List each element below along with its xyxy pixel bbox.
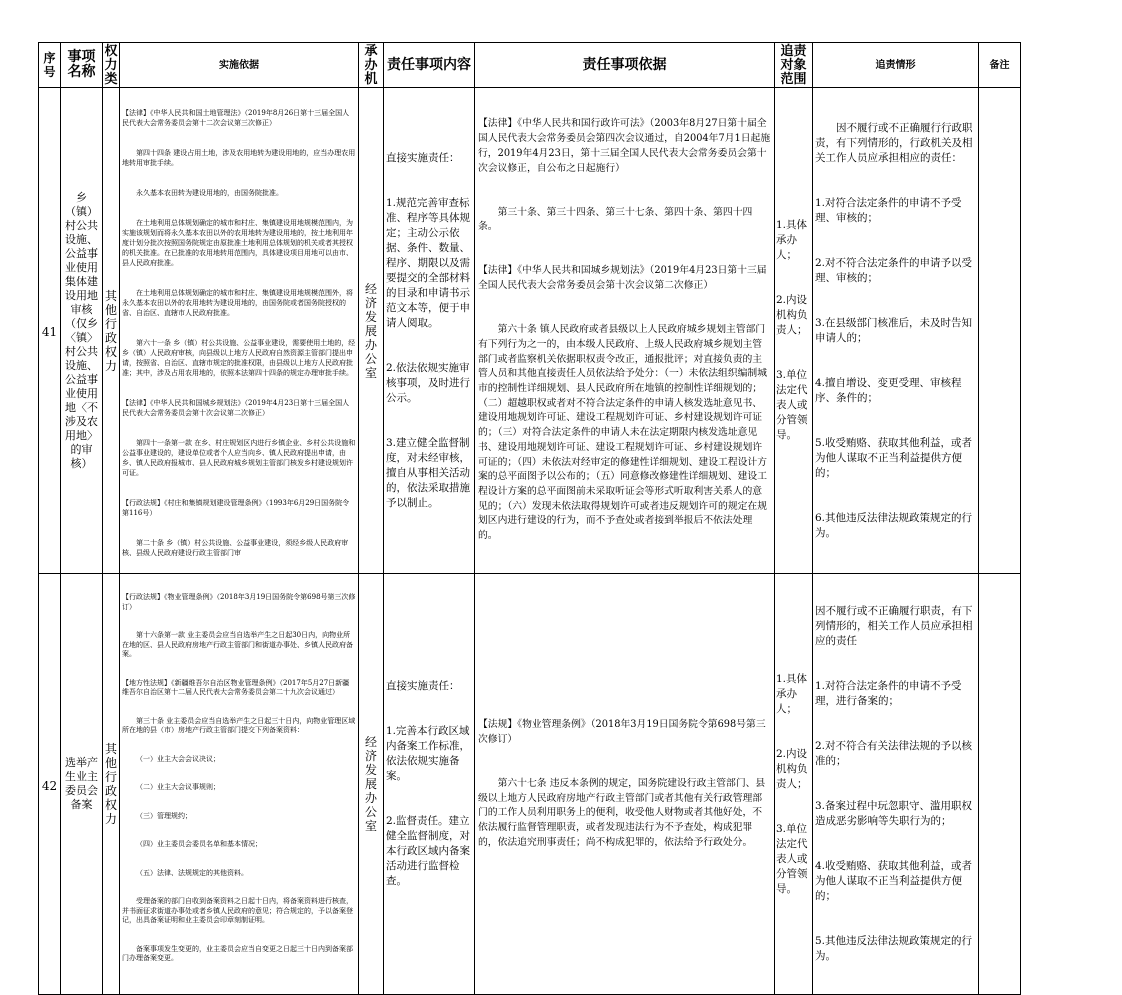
circumstance-line: 5.收受贿赂、获取其他利益，或者为他人谋取不正当利益提供方便的； xyxy=(815,436,973,479)
basis-paragraph: 第三十条 业主委员会应当自选举产生之日起三十日内，向物业管理区域所在地的县（市）房地产行政主管部门提交下列备案资料： xyxy=(122,716,356,735)
row-resp-basis xyxy=(475,574,775,995)
resp-content-line: 直接实施责任： xyxy=(386,680,460,693)
basis-paragraph: （一）业主大会会议决议； xyxy=(136,754,220,763)
basis-paragraph: 第四十一条第一款 在乡、村庄规划区内进行乡镇企业、乡村公共设施和公益事业建设的，建设单位或者个人应当向乡、镇人民政府提出申请，由乡、镇人民政府报城市、县人民政府城乡规划主管部门核发乡村建设规划许可证。 xyxy=(122,439,356,477)
row-circumstances xyxy=(813,88,979,574)
accountable-line: 2.内设机构负责人； xyxy=(776,294,808,337)
resp-content-line: 1.完善本行政区域内备案工作标准，依法依规实施备案。 xyxy=(386,725,470,783)
header-accountable: 追责对象范围 xyxy=(775,43,813,88)
row-accountable xyxy=(775,88,813,574)
circumstance-line: 4.擅自增设、变更受理、审核程序、条件的； xyxy=(815,376,962,404)
basis-paragraph: 【行政法规】《物业管理条例》（2018年3月19日国务院令第698号第三次修订） xyxy=(122,593,356,611)
table-row xyxy=(39,574,1021,995)
row-item-name: 选举产生业主委员会备案 xyxy=(61,574,103,995)
header-item-name: 事项名称 xyxy=(61,43,103,88)
circumstance-line: 2.对不符合法定条件的申请予以受理、审核的； xyxy=(815,256,973,284)
resp-content-line: 1.规范完善审查标准、程序等具体规定；主动公示依据、条件、数量、程序、期限以及需要提交的全部材料的目录和申请书示范文本等，便于申请人阅取。 xyxy=(386,196,470,329)
header-row xyxy=(39,43,1021,88)
resp-content-line: 2.依法依规实施审核事项，及时进行公示。 xyxy=(386,361,470,404)
basis-paragraph: 【行政法规】《村庄和集镇规划建设管理条例》（1993年6月29日国务院令第116号） xyxy=(122,499,350,517)
row-accountable xyxy=(775,574,813,995)
accountable-line: 3.单位法定代表人或分管领导。 xyxy=(776,822,808,895)
header-resp-basis: 责任事项依据 xyxy=(475,43,775,88)
row-power-type: 其他行政权力 xyxy=(103,88,120,574)
row-resp-content xyxy=(384,88,475,574)
basis-paragraph: 第六十一条 乡（镇）村公共设施、公益事业建设，需要使用土地的，经乡（镇）人民政府审核，向县级以上地方人民政府自然资源主管部门提出申请，按照省、自治区、直辖市规定的批准权限，由县级以上地方人民政府批准；其中，涉及占用农用地的，依照本法第四十四条的规定办理审批手续。 xyxy=(122,339,356,377)
basis-paragraph: 第十六条第一款 业主委员会应当自选举产生之日起30日内，向物业所在地的区、县人民政府房地产行政主管部门和街道办事处、乡镇人民政府备案。 xyxy=(122,631,353,659)
circumstance-line: 6.其他违反法律法规政策规定的行为。 xyxy=(815,511,973,539)
basis-paragraph: 【法律】《中华人民共和国土地管理法》（2019年8月26日第十三届全国人民代表大会常务委员会第十二次会议第三次修正） xyxy=(122,109,350,127)
basis-paragraph: 备案事项发生变更的，业主委员会应当自变更之日起三十日内到备案部门办理备案变更。 xyxy=(122,944,353,963)
header-power-type: 权力类 xyxy=(104,44,118,87)
resp-basis-paragraph: 第三十条、第三十四条、第三十七条、第四十条、第四十四条。 xyxy=(478,206,753,233)
circumstance-line: 5.其他违反法律法规政策规定的行为。 xyxy=(815,935,973,963)
row-power-type: 其他行政权力 xyxy=(103,574,120,995)
basis-paragraph: 在土地利用总体规划确定的城市和村庄、集镇建设用地规模范围外，将永久基本农田以外的农用地转为建设用地的，由国务院或者国务院授权的省、自治区、直辖市人民政府批准。 xyxy=(122,289,353,317)
basis-paragraph: 第四十四条 建设占用土地，涉及农用地转为建设用地的，应当办理农用地转用审批手续。 xyxy=(122,149,356,167)
circumstance-line: 4.收受贿赂、获取其他利益，或者为他人谋取不正当利益提供方便的； xyxy=(815,860,973,903)
accountable-line: 3.单位法定代表人或分管领导。 xyxy=(776,369,808,442)
circumstance-line: 2.对不符合有关法律法规的予以核准的； xyxy=(815,740,973,768)
circumstance-line: 1.对符合法定条件的申请不予受理、审核的； xyxy=(815,196,962,224)
resp-content-line: 3.建立健全监督制度，对未经审核，擅自从事相关活动的，依法采取措施予以制止。 xyxy=(386,436,470,509)
row-seq: 41 xyxy=(39,88,61,574)
header-seq: 序号 xyxy=(39,43,61,88)
basis-paragraph: 第二十条 乡（镇）村公共设施、公益事业建设，须经乡级人民政府审核、县级人民政府建设行政主管部门审 xyxy=(122,539,349,557)
header-remarks: 备注 xyxy=(979,43,1021,88)
circumstance-line: 3.在县级部门核准后，未及时告知申请人的； xyxy=(815,316,973,344)
row-basis xyxy=(120,88,359,574)
accountable-line: 1.具体承办人； xyxy=(776,672,808,715)
basis-paragraph: 受理备案的部门自收到备案资料之日起十日内，将备案资料进行核查，并书面征求街道办事处或者乡镇人民政府的意见；符合规定的，予以备案登记，出具备案证明和业主委员会印章刻制证明。 xyxy=(122,897,353,925)
basis-paragraph: （二）业主大会议事规则； xyxy=(136,783,220,792)
accountable-line: 1.具体承办人； xyxy=(776,219,808,262)
basis-paragraph: 在土地利用总体规划确定的城市和村庄、集镇建设用地规模范围内，为实施该规划而将永久基本农田以外的农用地转为建设用地的，按土地利用年度计划分批次按照国务院规定由原批准土地利用总体规划的机关或者其授权的机关批准。在已批准的农用地转用范围内，具体建设项目用地可以由市、县人民政府批准。 xyxy=(122,219,353,267)
circumstance-line: 因不履行或不正确履行职责，有下列情形的，相关工作人员应承担相应的责任 xyxy=(815,605,973,648)
responsibility-table xyxy=(38,42,1021,995)
basis-paragraph: （三）管理规约； xyxy=(136,811,192,820)
row-dept: 经济发展办公室 xyxy=(359,574,384,995)
row-item-name: 乡（镇）村公共设施、公益事业使用集体建设用地审核（仅乡〈镇〉村公共设施、公益事业使用地〈不涉及农用地〉的审核） xyxy=(61,88,103,574)
circumstance-line: 因不履行或不正确履行行政职责，有下列情形的，行政机关及相关工作人员应承担相应的责任： xyxy=(815,121,973,164)
row-dept: 经济发展办公室 xyxy=(359,88,384,574)
header-basis: 实施依据 xyxy=(120,43,359,88)
row-circumstances xyxy=(813,574,979,995)
basis-paragraph: （五）法律、法规规定的其他资料。 xyxy=(136,868,248,877)
row-remarks xyxy=(979,88,1021,574)
circumstance-line: 3.备案过程中玩忽职守、滥用职权造成恶劣影响等失职行为的； xyxy=(815,800,973,828)
circumstance-line: 1.对符合法定条件的申请不予受理，进行备案的； xyxy=(815,680,962,708)
row-basis xyxy=(120,574,359,995)
resp-basis-paragraph: 【法律】《中华人民共和国城乡规划法》（2019年4月23日第十三届全国人民代表大会常务委员会第十次会议第二次修正） xyxy=(478,265,767,292)
resp-basis-paragraph: 【法规】《物业管理条例》（2018年3月19日国务院令第698号第三次修订） xyxy=(478,719,766,745)
row-remarks xyxy=(979,574,1021,995)
header-circumstances: 追责情形 xyxy=(813,43,979,88)
resp-basis-paragraph: 第六十七条 违反本条例的规定，国务院建设行政主管部门、县级以上地方人民政府房地产行政主管部门或者其他有关行政管理部门的工作人员利用职务上的便利，收受他人财物或者其他好处，不依法履行监督管理职责，或者发现违法行为不予查处，构成犯罪的，依法追究刑事责任；尚不构成犯罪的，依法给予行政处分。 xyxy=(478,777,766,848)
accountable-line: 2.内设机构负责人； xyxy=(776,747,808,790)
row-resp-basis xyxy=(475,88,775,574)
header-dept: 承办机 xyxy=(359,43,384,88)
basis-paragraph: （四）业主委员会委员名单和基本情况； xyxy=(136,840,262,849)
basis-paragraph: 【法律】《中华人民共和国城乡规划法》（2019年4月23日第十三届全国人民代表大会常务委员会第十次会议第二次修正） xyxy=(122,399,350,417)
table-row xyxy=(39,88,1021,574)
row-resp-content xyxy=(384,574,475,995)
resp-content-line: 2.监督责任。建立健全监督制度，对本行政区域内备案活动进行监督检查。 xyxy=(386,815,470,888)
basis-paragraph: 永久基本农田转为建设用地的，由国务院批准。 xyxy=(136,189,283,197)
resp-basis-paragraph: 【法律】《中华人民共和国行政许可法》（2003年8月27日第十届全国人民代表大会常务委员会第四次会议通过，自2004年7月1日起施行，2019年4月23日，第十三届全国人民代表大会常务委员会第十次会议修正，自公布之日起施行） xyxy=(478,118,771,174)
resp-basis-paragraph: 第六十条 镇人民政府或者县级以上人民政府城乡规划主管部门有下列行为之一的，由本级人民政府、上级人民政府城乡规划主管部门或者监察机关依据职权责令改正，通报批评；对直接负责的主管人员和其他直接责任人员依法给予处分：（一）未依法组织编制城市的控制性详细规划、县人民政府所在地镇的控制性详细规划的；（二）超越职权或者对不符合法定条件的申请人核发选址意见书、建设用地规划许可证、建设工程规划许可证、乡村建设规划许可证的；（三）对符合法定条件的申请人未在法定期限内核发选址意见书、建设用地规划许可证、建设工程规划许可证、乡村建设规划许可证的；（四）未依法对经审定的修建性详细规划、建设工程设计方案的总平面图予以公布的；（五）同意修改修建性详细规划、建设工程设计方案的总平面图前未采取听证会等形式听取利害关系人的意见的；（六）发现未依法取得规划许可或者违反规划许可的规定在规划区内进行建设的行为，而不予查处或者接到举报后不依法处理的。 xyxy=(478,324,768,542)
resp-content-line: 直接实施责任： xyxy=(386,151,460,164)
header-resp-content: 责任事项内容 xyxy=(384,43,475,88)
basis-paragraph: 【地方性法规】《新疆维吾尔自治区物业管理条例》（2017年5月27日新疆维吾尔自治区第十二届人民代表大会常务委员会第二十九次会议通过） xyxy=(122,678,350,697)
row-seq: 42 xyxy=(39,574,61,995)
